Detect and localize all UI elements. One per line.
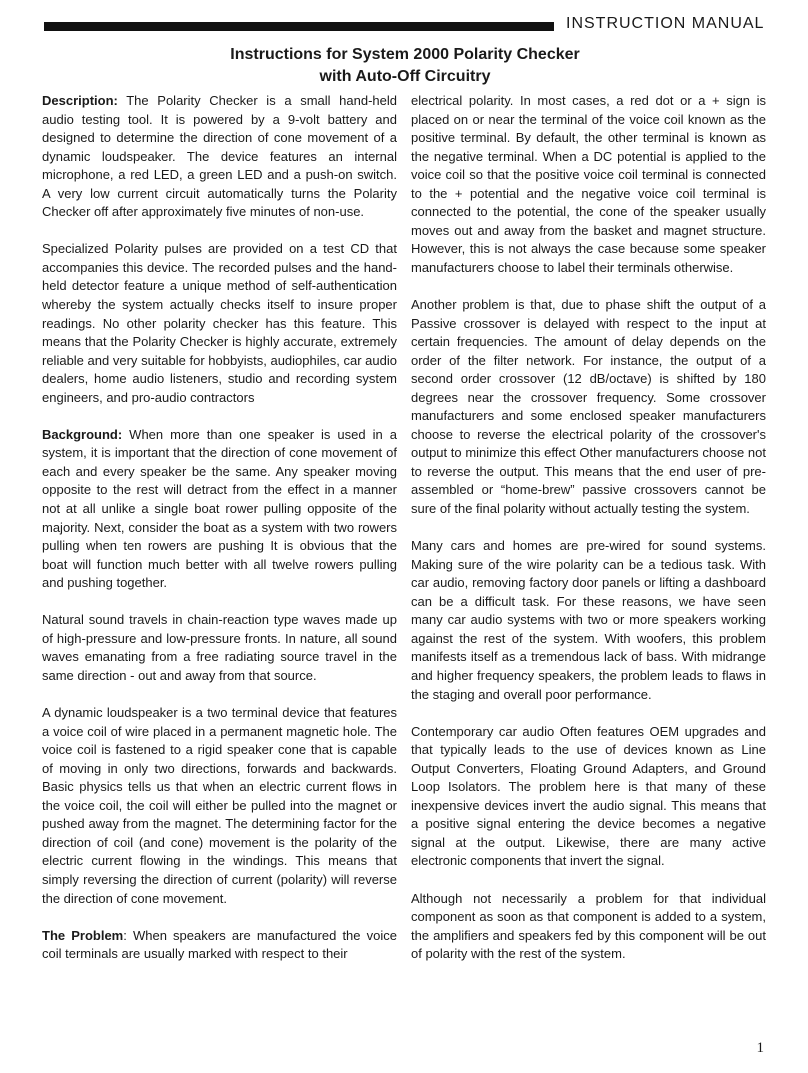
right-column <box>411 92 766 982</box>
left-column <box>42 92 397 982</box>
description-paragraph <box>42 92 397 222</box>
problem-text: : When speakers are manufactured the voice coil terminals are usually marked with respect to their <box>42 927 397 962</box>
page-number: 1 <box>756 1040 764 1056</box>
loudspeaker-paragraph: A dynamic loudspeaker is a two terminal device that features a voice coil of wire placed in a permanent magnetic hole. The voice coil is fastened to a rigid speaker cone that is capable of moving in only two directions, forwards and backwards. Basic physics tells us that when an electric current flows in the voice coil, the coil will either be pulled into the magnet or pushed away from the magnet. The determining factor for the direction of coil (and cone) movement is the polarity of the electric current flowing in the windings. This means that simply reversing the direction of current (polarity) will reverse the direction of cone movement. <box>42 705 397 906</box>
description-heading: Description: <box>42 93 118 108</box>
component-paragraph: Although not necessarily a problem for that individual component as soon as that component is added to a system, the amplifiers and speakers fed by this component will be out of polarity with the rest of the system. <box>411 890 766 962</box>
description-text: The Polarity Checker is a small hand-held audio testing tool. It is powered by a 9-volt battery and designed to determine the direction of cone movement of a dynamic loudspeaker. The device features an internal microphone, a red LED, a green LED and a push-on switch. A very low current circuit automatically turns the Polarity Checker off after approximately five minutes of non-use. <box>42 93 397 220</box>
header-label: INSTRUCTION MANUAL <box>566 15 765 32</box>
title-line-1: Instructions for System 2000 Polarity Checker <box>230 46 580 63</box>
document-title <box>44 44 766 88</box>
crossover-paragraph: Another problem is that, due to phase shift the output of a Passive crossover is delayed with respect to the input at certain frequencies. The amount of delay depends on the order of the filter network. For instance, the output of a second order crossover (12 dB/octave) is shifted by 180 degrees near the crossover frequency. Some crossover manufacturers and some enclosed speaker manufacturers choose to reverse the electrical polarity of the crossover's output to minimize this effect Other manufacturers choose not to reverse the output. This means that the end user of pre-assembled or “home-brew” passive crossovers cannot be sure of the final polarity without actually testing the system. <box>411 297 766 517</box>
header-rule <box>44 22 554 31</box>
background-text: When more than one speaker is used in a system, it is important that the direction of cone movement of each and every speaker be the same. Any speaker moving opposite to the rest will detract from the effect in a manner not at all unlike a single boat rower pulling opposite of the majority. Next, consider the boat as a system with two rowers pulling when ten rowers are pushing It is obvious that the boat will function much better with all twelve rowers pulling and pushing together. <box>42 426 397 591</box>
problem-paragraph <box>42 927 397 964</box>
oem-upgrades-paragraph: Contemporary car audio Often features OEM upgrades and that typically leads to the use of devices known as Line Output Converters, Floating Ground Adapters, and Ground Loop Isolators. The problem here is that many of these inexpensive devices invert the audio signal. This means that a positive signal entering the device becomes a negative signal at the output. Likewise, there are many active electronic components that invert the signal. <box>411 723 766 869</box>
pre-wired-paragraph: Many cars and homes are pre-wired for sound systems. Making sure of the wire polarity can be a tedious task. With car audio, removing factory door panels or lifting a dashboard can be a difficult task. For these reasons, we have seen many car audio systems with two or more speakers working against the rest of the system. With woofers, this problem manifests itself as a tremendous lack of bass. With midrange and higher frequency speakers, the problem leads to flaws in the staging and overall poor performance. <box>411 538 766 702</box>
polarity-pulses-paragraph: Specialized Polarity pulses are provided on a test CD that accompanies this device. The recorded pulses and the hand-held detector feature a unique method of self-authentication whereby the system actually checks itself to insure proper readings. No other polarity checker has this feature. This means that the Polarity Checker is highly accurate, extremely reliable and very suitable for hobbyists, audiophiles, car audio dealers, home audio listeners, studio and recording system engineers, and pro-audio contractors <box>42 241 397 405</box>
electrical-polarity-paragraph: electrical polarity. In most cases, a red dot or a + sign is placed on or near the terminal of the voice coil known as the positive terminal. By default, the other terminal is known as the negative terminal. When a DC potential is applied to the voice coil so that the positive voice coil terminal is connected to the + potential and the negative voice coil terminal is connected to the potential, the cone of the speaker usually moves out and away from the basket and magnet structure. However, this is not always the case because some speaker manufacturers choose to label their terminals otherwise. <box>411 93 766 275</box>
title-line-2: with Auto-Off Circuitry <box>319 68 491 85</box>
background-paragraph <box>42 426 397 593</box>
natural-sound-paragraph: Natural sound travels in chain-reaction type waves made up of high-pressure and low-pressure fronts. In nature, all sound waves emanating from a free radiating source travel in the same direction - out and away from that source. <box>42 612 397 683</box>
problem-heading: The Problem <box>42 927 124 943</box>
background-heading: Background: <box>42 426 123 442</box>
